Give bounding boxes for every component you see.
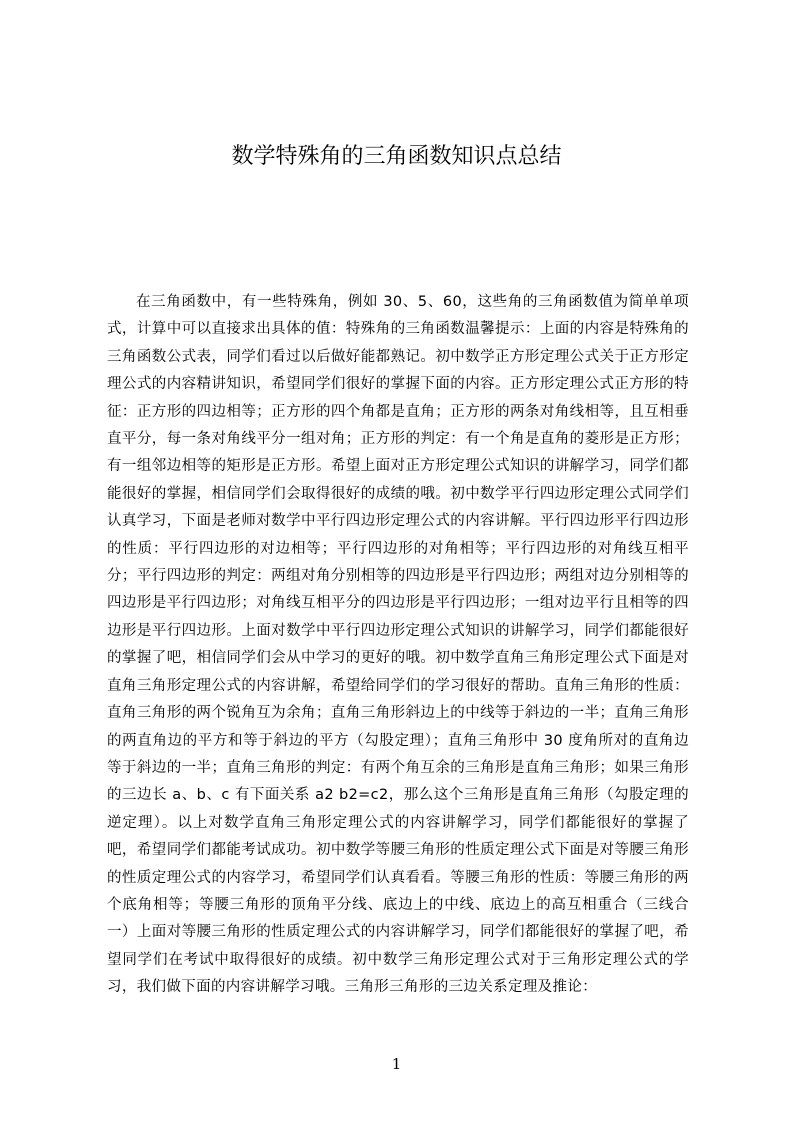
body-paragraph: 在三角函数中，有一些特殊角，例如 30、5、60，这些角的三角函数值为简单单项式，计算中可以直接求出具体的值：特殊角的三角函数温馨提示：上面的内容是特殊角的三角函数公式表，同学们看过以后做好能都熟记。初中数学正方形定理公式关于正方形定理公式的内容精讲知识，希望同学们很好的掌握下面的内容。正方形定理公式正方形的特征：正方形的四边相等；正方形的四个角都是直角；正方形的两条对角线相等，且互相垂直平分，每一条对角线平分一组对角；正方形的判定：有一个角是直角的菱形是正方形；有一组邻边相等的矩形是正方形。希望上面对正方形定理公式知识的讲解学习，同学们都能很好的掌握，相信同学们会取得很好的成绩的哦。初中数学平行四边形定理公式同学们认真学习，下面是老师对数学中平行四边形定理公式的内容讲解。平行四边形平行四边形的性质：平行四边形的对边相等；平行四边形的对角相等；平行四边形的对角线互相平分；平行四边形的判定：两组对角分别相等的四边形是平行四边形；两组对边分别相等的四边形是平行四边形；对角线互相平分的四边形是平行四边形；一组对边平行且相等的四边形是平行四边形。上面对数学中平行四边形定理公式知识的讲解学习，同学们都能很好的掌握了吧，相信同学们会从中学习的更好的哦。初中数学直角三角形定理公式下面是对直角三角形定理公式的内容讲解，希望给同学们的学习很好的帮助。直角三角形的性质：直角三角形的两个锐角互为余角；直角三角形斜边上的中线等于斜边的一半；直角三角形的两直角边的平方和等于斜边的平方（勾股定理）；直角三角形中 30 度角所对的直角边等于斜边的一半；直角三角形的判定：有两个角互余的三角形是直角三角形；如果三角形的三边长 a、b、c 有下面关系 a2 b2=c2，那么这个三角形是直角三角形（勾股定理的逆定理）。以上对数学直角三角形定理公式的内容讲解学习，同学们都能很好的掌握了吧，希望同学们都能考试成功。初中数学等腰三角形的性质定理公式下面是对等腰三角形的性质定理公式的内容学习，希望同学们认真看看。等腰三角形的性质：等腰三角形的两个底角相等；等腰三角形的顶角平分线、底边上的中线、底边上的高互相重合（三线合一）上面对等腰三角形的性质定理公式的内容讲解学习，同学们都能很好的掌握了吧，希望同学们在考试中取得很好的成绩。初中数学三角形定理公式对于三角形定理公式的学习，我们做下面的内容讲解学习哦。三角形三角形的三边关系定理及推论： [107, 294, 689, 996]
page-title: 数学特殊角的三角函数知识点总结 [231, 144, 562, 169]
page-number: 1 [391, 1055, 402, 1073]
